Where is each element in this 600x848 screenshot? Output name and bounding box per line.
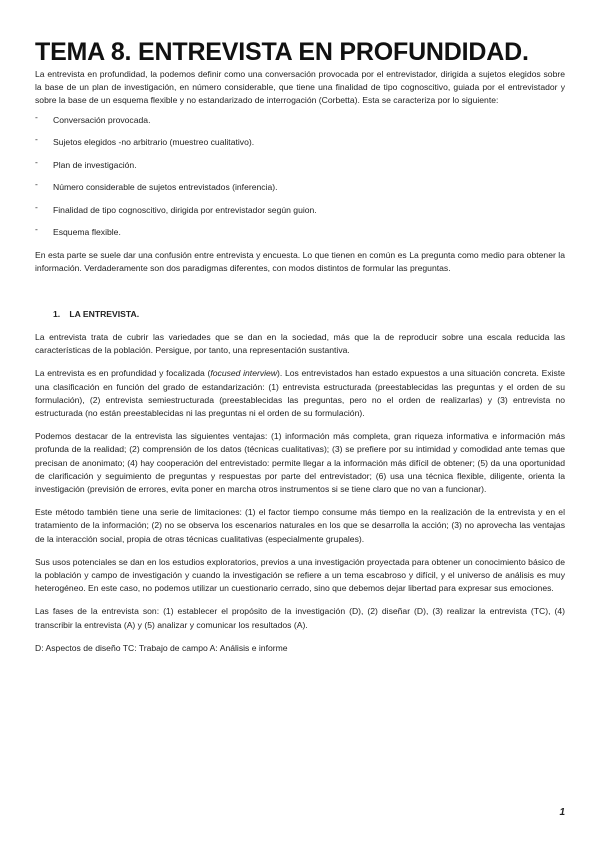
page-title: TEMA 8. ENTREVISTA EN PROFUNDIDAD. bbox=[35, 38, 529, 66]
focused-interview-term: focused interview bbox=[210, 368, 278, 379]
paragraph-phases: Las fases de la entrevista son: (1) establecer el propósito de la investigación (D), (2) diseñar (D), (3) realizar la entrevista (TC), (4) transcribir la entrevista (A) y (5) analizar y comunicar los resultados (A). bbox=[35, 606, 565, 630]
list-item: - Sujetos elegidos -no arbitrario (muestreo cualitativo). bbox=[35, 136, 565, 149]
list-item: - Número considerable de sujetos entrevistados (inferencia). bbox=[35, 181, 565, 194]
paragraph-uses: Sus usos potenciales se dan en los estudios exploratorios, previos a una investigación proyectada para obtener un conocimiento básico de la población y campo de investigación y cuando la investigación se refiere a un tema escabroso y difícil, y el universo de análisis es muy heterogéneo. En este caso, no podemos utilizar un cuestionario cerrado, sino que debemos dejar libertad para expresar sus emociones. bbox=[35, 556, 565, 594]
paragraph-representation: La entrevista trata de cubrir las variedades que se dan en la sociedad, más que la de reproducir sobre una escala reducida las características de la población. Persigue, por tanto, una representación sustantiva. bbox=[35, 332, 565, 356]
intro-paragraph: La entrevista en profundidad, la podemos definir como una conversación provocada por el entrevistador, dirigida a sujetos elegidos sobre la base de un plan de investigación, en número considerable, que tiene una finalidad de tipo cognoscitivo, guiada por el entrevistador y sobre la base de un esquema flexible y no estandarizado de interrogación (Corbetta). Esta se caracteriza por lo siguiente: bbox=[35, 69, 565, 106]
characteristics-list bbox=[35, 114, 565, 240]
classification-text-start: La entrevista es en profundidad y focalizada ( bbox=[35, 368, 211, 379]
phases-legend: D: Aspectos de diseño TC: Trabajo de campo A: Análisis e informe bbox=[35, 642, 288, 653]
list-item: - Plan de investigación. bbox=[35, 159, 565, 172]
document-page bbox=[35, 38, 565, 655]
confusion-paragraph: En esta parte se suele dar una confusión entre entrevista y encuesta. Lo que tienen en común es La pregunta como medio para obtener la información. Verdaderamente son dos paradigmas diferentes, con modos distintos de formular las preguntas. bbox=[35, 249, 565, 273]
list-item: - Finalidad de tipo cognoscitivo, dirigida por entrevistador según guion. bbox=[35, 204, 565, 217]
classification-text-end: ). Los entrevistados han estado expuestos a una situación concreta. Existe una clasificación en función del grado de estandarización: (1) entrevista estructurada (preestablecidas las preguntas y el orden de su formulación), (2) entrevista semiestructurada (preestablecidas las preguntas, pero no el orden de realizarlas) y (3) entrevista no estructurada (no están preestablecidas ni las preguntas ni el orden de su formulación). bbox=[35, 368, 566, 419]
paragraph-advantages: Podemos destacar de la entrevista las siguientes ventajas: (1) información más completa, gran riqueza informativa e información más profunda de la realidad; (2) comprensión de los datos (técnicas cualitativas); (3) se prefiere por su intimidad y comodidad ante temas que precisan de anonimato; (4) hay cooperación del entrevistado: permite llegar a la información más difícil de obtener; (5) da una oportunidad de clarificación y seguimiento de preguntas y respuestas por parte del entrevistador; (6) usa una técnica flexible, diligente, orienta la investigación (previsión de errores, evita poner en marcha otros instrumentos si se tiene claro que no van a funcionar). bbox=[35, 431, 565, 495]
paragraph-limitations: Este método también tiene una serie de limitaciones: (1) el factor tiempo consume más tiempo en la realización de la entrevista y en el tratamiento de la información; (2) no se observa los escenarios naturales en los que se desarrolla la acción; (3) no aprovecha las ventajas de la interacción social, propia de otras técnicas cualitativas (especialmente grupales). bbox=[35, 507, 565, 544]
section-heading bbox=[35, 308, 565, 321]
list-item: - Conversación provocada. bbox=[35, 114, 565, 127]
section-heading-text: LA ENTREVISTA. bbox=[69, 309, 140, 320]
section-number: 1. bbox=[53, 309, 61, 320]
page-number: 1 bbox=[559, 807, 565, 818]
paragraph-classification bbox=[35, 367, 565, 420]
list-item: - Esquema flexible. bbox=[35, 226, 565, 239]
